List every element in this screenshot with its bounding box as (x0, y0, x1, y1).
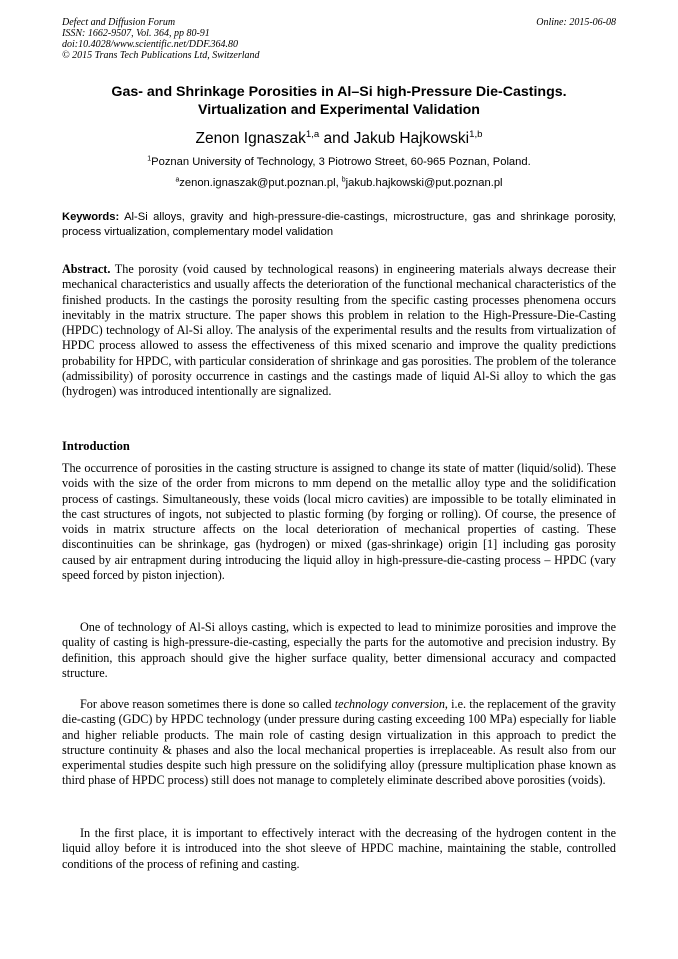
journal-name: Defect and Diffusion Forum (62, 17, 176, 28)
title-line-2: Virtualization and Experimental Validation (198, 102, 480, 118)
technology-conversion-term: technology conversion (334, 697, 445, 711)
intro-paragraph-1: The occurrence of porosities in the casting structure is assigned to change its state of matter (liquid/solid). These voids with the size of the order from microns to mm depend on the metallic alloy type and the solidification process of castings. Simultaneously, these voids (local micro cavities) are impossible to be totally eliminated in the cast structures of ingots, not subjected to plastic forming (by forging or rolling). Of course, the presence of voids in matrix structure affects on the local deterioration of mechanical properties of casting. These discontinuities can be shrinkage, gas (hydrogen) or mixed (gas-shrinkage) origin [1] including gas porosity caused by air entrapment during introducing the liquid alloy in high-pressure-die-casting process – HPDC (vary speed forced by piston injection). (62, 461, 616, 583)
abstract (62, 262, 616, 400)
paper-title (62, 83, 616, 119)
author-1-sup: 1,a (305, 128, 320, 140)
keywords-label: Keywords: (62, 211, 120, 223)
email-a-sup: a (175, 176, 180, 184)
authors-and: and (319, 130, 354, 147)
intro-paragraph-2: One of technology of Al-Si alloys casting, which is expected to lead to minimize porosities and improve the quality of casting is high-pressure-die-casting, especially the parts for the automotive and precision industry. By definition, this approach should give the higher surface quality, better dimensional accuracy and compacted structure. (62, 620, 616, 680)
email-b[interactable]: jakub.hajkowski@put.poznan.pl (345, 177, 503, 189)
abstract-text: The porosity (void caused by technological reasons) in engineering materials always decrease their mechanical characteristics and usually affects the deterioration of the functional mechanical characteristics of the finished products. In the castings the porosity resulting from the specific casting processes phenomena occurs inevitably in the matrix structure. The paper shows this problem in relation to the High-Pressure-Die-Casting (HPDC) technology of Al-Si alloy. The analysis of the experimental results and the results from virtualization of HPDC process allowed to assess the effectiveness of this mixed scenario and improve the quality predictions probability for HPDC, with particular consideration of shrinkage and gas porosities. The problem of the tolerance (admissibility) of porosity occurrence in castings and the castings made of liquid Al-Si alloy to which the gas (hydrogen) was introduced intentionally are signalized. (62, 262, 616, 399)
journal-header (62, 17, 616, 61)
online-date: Online: 2015-06-08 (536, 17, 616, 28)
doi[interactable]: doi:10.4028/www.scientific.net/DDF.364.80 (62, 39, 239, 50)
intro-paragraph-3-b: , i.e. the replacement of the gravity die-casting (GDC) by HPDC technology (under pressure during casting exceeding 100 MPa) especially for liable and higher reliable products. The main role of casting design virtualization in this approach to predict the structure continuity & phases and also the local mechanical properties is irreplaceable. As result also from our experimental studies despite such high pressure on the solidifying alloy (pressure multiplication phase known as third phase of HPDC process) still does not manage to completely eliminate described above porosities (voids). (62, 697, 616, 788)
issn: ISSN: 1662-9507, Vol. 364, pp 80-91 (62, 28, 210, 39)
intro-paragraph-4: In the first place, it is important to effectively interact with the decreasing of the hydrogen content in the liquid alloy before it is introduced into the shot sleeve of HPDC machine, maintaining the stable, controlled conditions of the process of refining and casting. (62, 826, 616, 871)
author-1: Zenon Ignaszak (195, 130, 306, 147)
author-2-sup: 1,b (469, 128, 483, 140)
emails (62, 176, 616, 190)
title-line-1: Gas- and Shrinkage Porosities in Al–Si high-Pressure Die-Castings. (111, 84, 567, 100)
intro-paragraph-3 (62, 697, 616, 789)
affiliation-text: Poznan University of Technology, 3 Piotrowo Street, 60-965 Poznan, Poland. (151, 156, 531, 168)
keywords-text: Al-Si alloys, gravity and high-pressure-die-castings, microstructure, gas and shrinkage porosity, process virtualization, complementary model validation (62, 211, 616, 239)
keywords (62, 210, 616, 241)
intro-paragraph-3-a: For above reason sometimes there is done so called (80, 697, 335, 711)
email-b-sup: b (341, 176, 346, 184)
email-a[interactable]: zenon.ignaszak@put.poznan.pl, (179, 177, 342, 189)
author-2: Jakub Hajkowski (353, 130, 470, 147)
copyright: © 2015 Trans Tech Publications Ltd, Switzerland (62, 50, 260, 61)
authors (62, 129, 616, 148)
abstract-label: Abstract. (62, 262, 111, 276)
affiliation-sup: 1 (147, 155, 152, 163)
affiliation (62, 155, 616, 169)
section-heading-introduction: Introduction (62, 439, 130, 453)
